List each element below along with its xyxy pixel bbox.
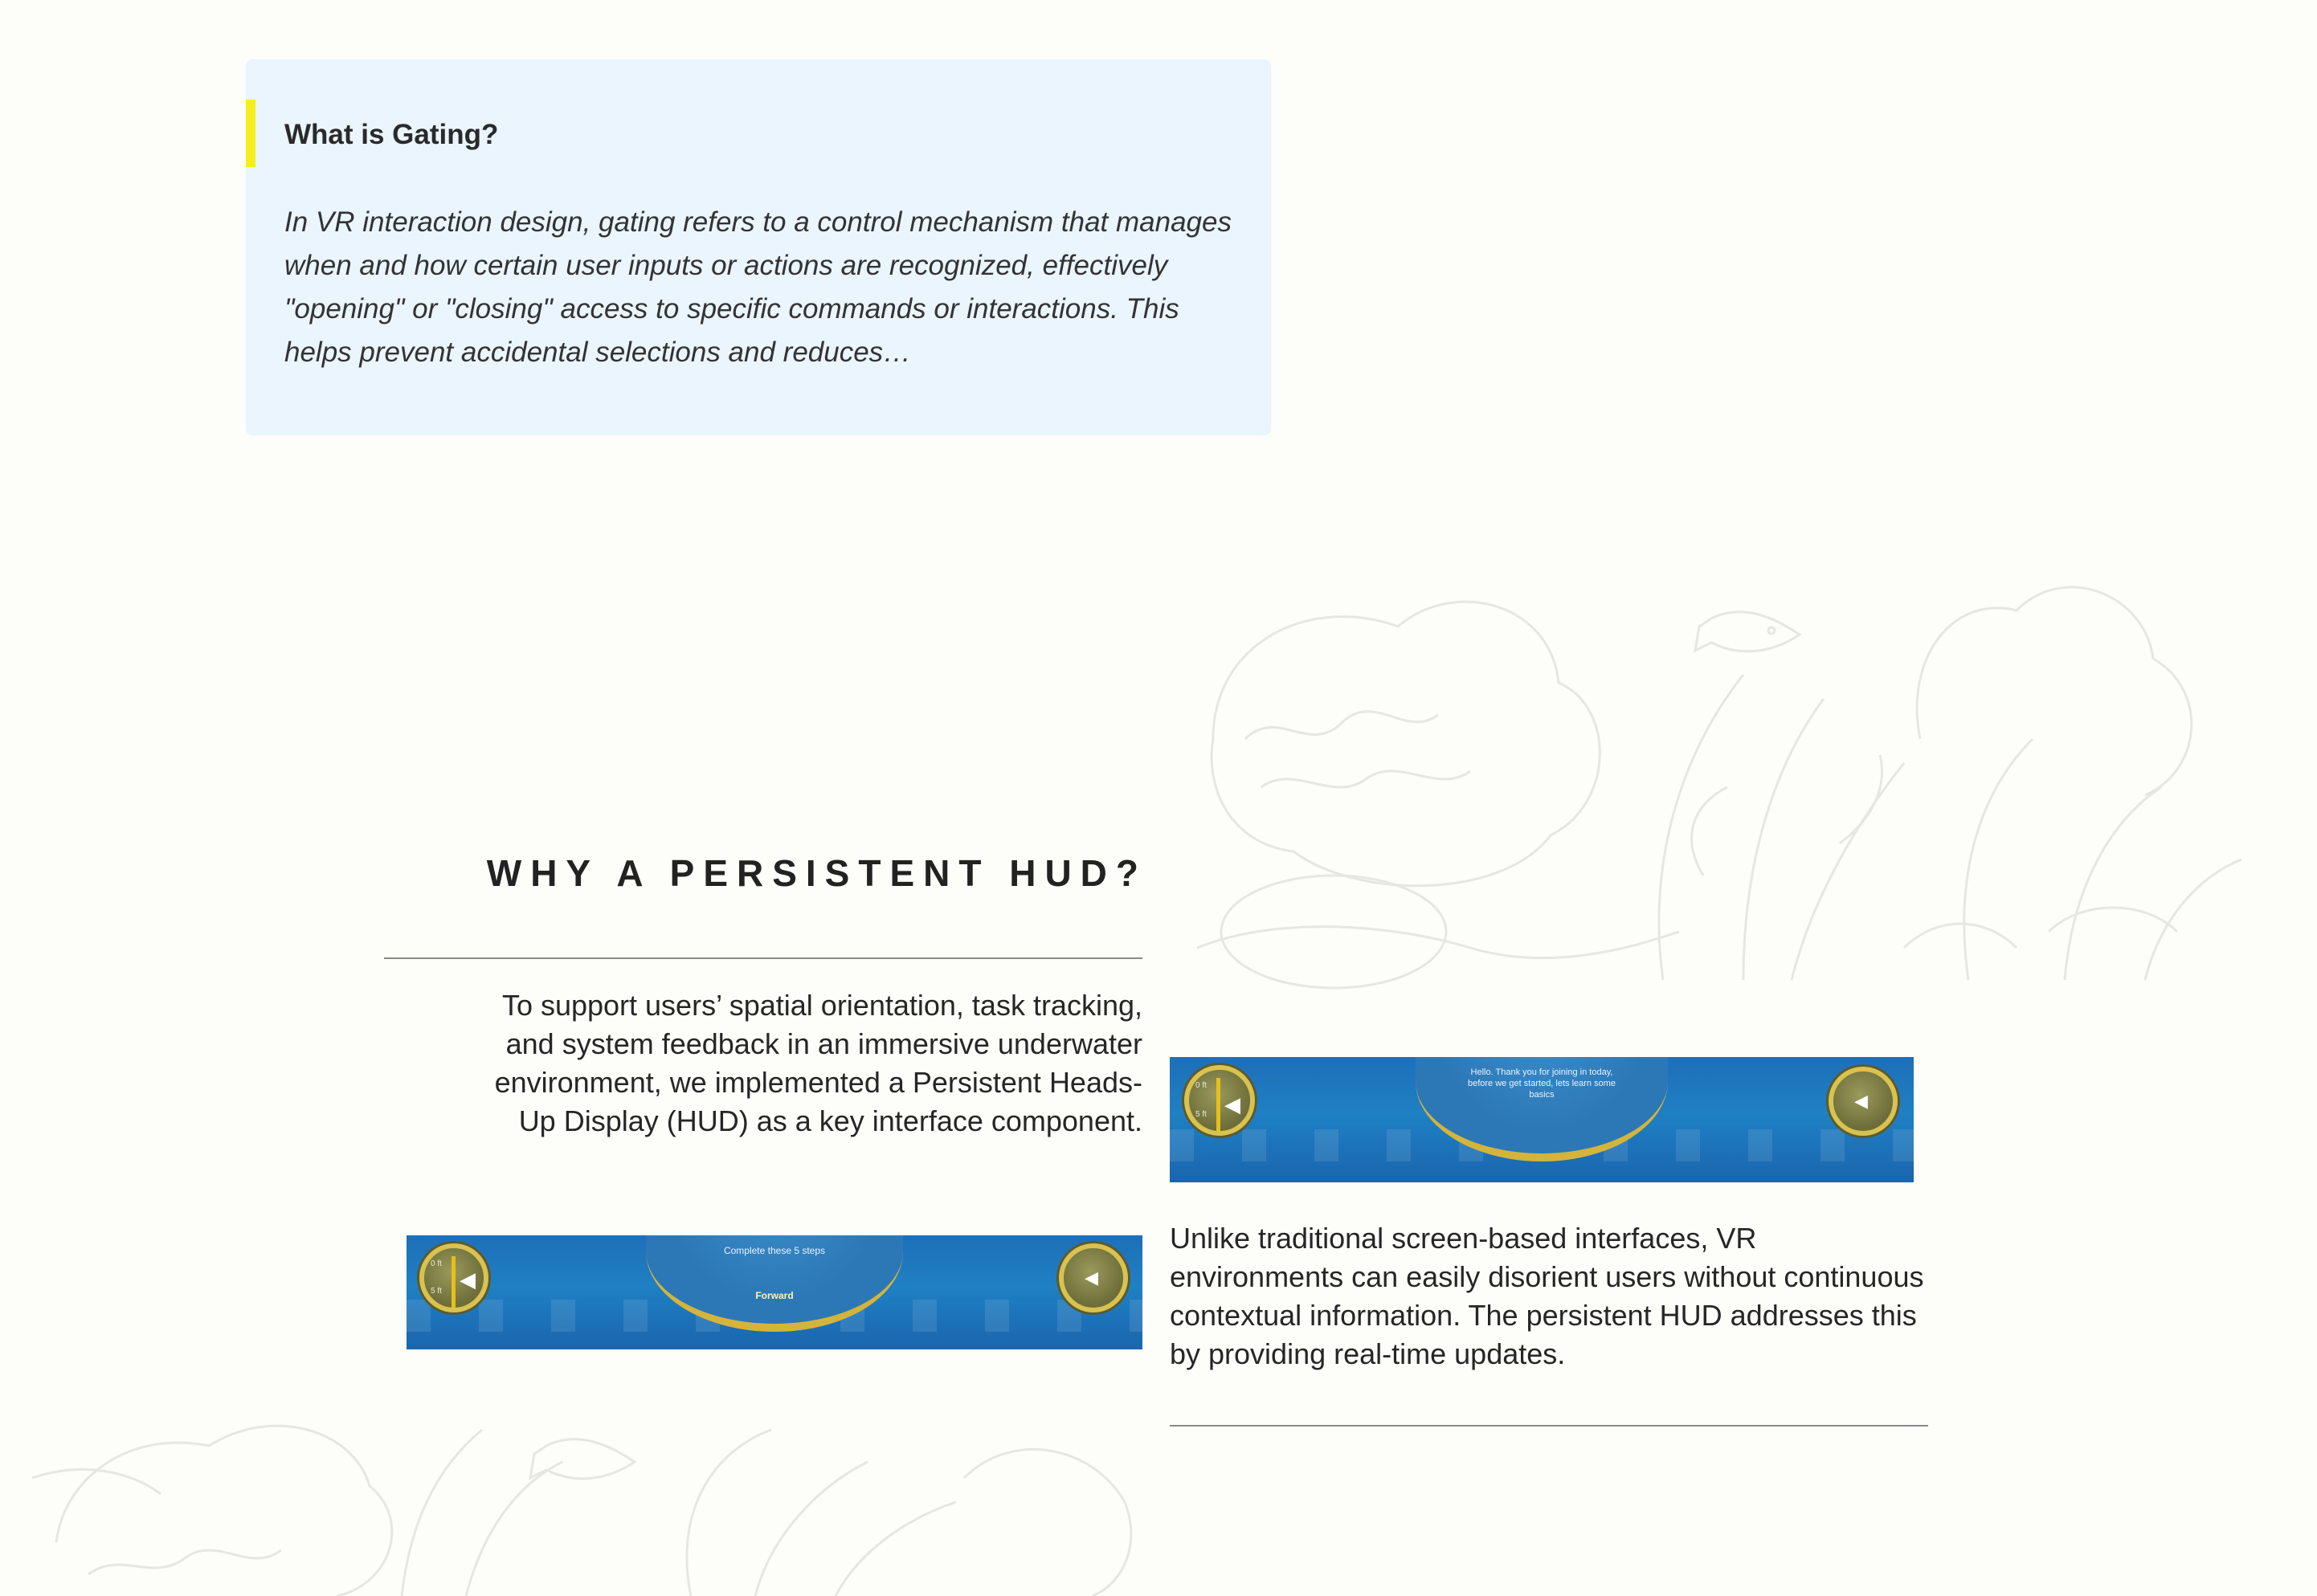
section-divider-right <box>1170 1425 1928 1427</box>
callout-body: In VR interaction design, gating refers to a control mechanism that manages when and how certain user inputs or actions are recognized, effectively "opening" or "closing" access to specific commands or interactions. This helps prevent accidental selections and reduces… <box>284 206 1232 368</box>
depth-label-top: 0 ft <box>1195 1081 1207 1090</box>
hud-screenshot-bottom <box>407 1235 1142 1349</box>
compass-pointer-icon: ◀ <box>1854 1091 1868 1111</box>
hud-intro-paragraph: To support users’ spatial orientation, task tracking, and system feedback in an immersive underwater environment, we implemented a Persistent Heads-Up Display (HUD) as a key interface component. <box>494 989 1142 1137</box>
callout-title: What is Gating? <box>284 119 499 150</box>
coral-illustration-bottom-left <box>32 1382 1157 1596</box>
depth-gauge <box>1184 1065 1255 1136</box>
hud-action-label: Forward <box>755 1290 794 1301</box>
section-title: WHY A PERSISTENT HUD? <box>486 852 1147 894</box>
section-divider-left <box>384 957 1142 959</box>
hud-message-text: Hello. Thank you for joining in today, before we get started, lets learn some basics <box>1467 1067 1616 1100</box>
depth-label-bottom: 5 ft <box>1195 1110 1207 1119</box>
coral-illustration-top-right <box>1181 498 2274 1012</box>
depth-bar <box>1216 1078 1220 1131</box>
depth-label-top: 0 ft <box>431 1259 442 1268</box>
compass-gauge <box>1829 1067 1898 1136</box>
hud-screenshot-top <box>1170 1057 1914 1182</box>
depth-label-bottom: 5 ft <box>431 1287 442 1296</box>
hud-rationale-paragraph: Unlike traditional screen-based interfaces, VR environments can easily disorient users without continuous contextual information. The persistent HUD addresses this by providing real-time updates. <box>1170 1222 1924 1370</box>
depth-pointer-icon: ◀ <box>460 1267 476 1292</box>
depth-bar <box>452 1256 456 1308</box>
hud-message-text: Complete these 5 steps <box>723 1245 826 1256</box>
depth-gauge <box>419 1243 488 1312</box>
compass-pointer-icon: ◀ <box>1085 1267 1098 1288</box>
depth-pointer-icon: ◀ <box>1224 1092 1240 1116</box>
callout-accent-bar <box>246 100 255 167</box>
compass-gauge <box>1059 1243 1128 1312</box>
